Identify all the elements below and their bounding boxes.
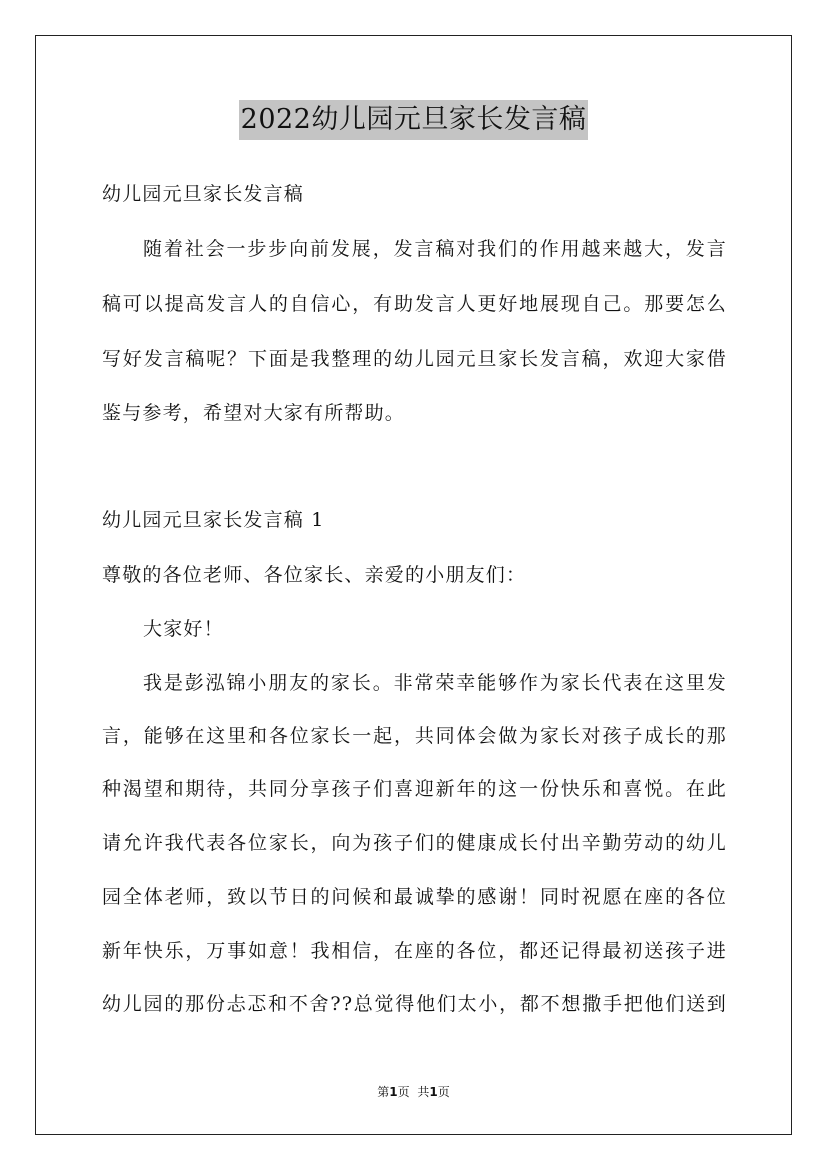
paragraph-line: 我是彭泓锦小朋友的家长。非常荣幸能够作为家长代表在这里发 [143,672,727,694]
greeting: 大家好！ [143,618,224,640]
total-pages: 1 [429,1085,438,1099]
paragraph-line: 鉴与参考，希望对大家有所帮助。 [102,402,406,424]
paragraph-line: 请允许我代表各位家长，向为孩子们的健康成长付出辛勤劳动的幼儿 [102,832,727,854]
paragraph-line: 言，能够在这里和各位家长一起，共同体会做为家长对孩子成长的那 [102,725,727,747]
paragraph-line: 写好发言稿呢？下面是我整理的幼儿园元旦家长发言稿，欢迎大家借 [102,348,727,370]
paragraph-line: 幼儿园的那份忐忑和不舍??总觉得他们太小，都不想撒手把他们送到 [102,993,727,1015]
total-prefix: 共 [417,1085,430,1099]
paragraph-line: 新年快乐，万事如意！我相信，在座的各位，都还记得最初送孩子进 [102,940,727,962]
page-suffix: 页 [397,1085,410,1099]
section-heading: 幼儿园元旦家长发言稿 [102,183,305,205]
paragraph-line: 种渴望和期待，共同分享孩子们喜迎新年的这一份快乐和喜悦。在此 [102,778,727,800]
page-footer [0,1083,827,1101]
salutation: 尊敬的各位老师、各位家长、亲爱的小朋友们： [102,564,527,586]
document-title-wrapper [0,100,827,140]
page-prefix: 第 [377,1085,390,1099]
paragraph-line: 稿可以提高发言人的自信心，有助发言人更好地展现自己。那要怎么 [102,293,727,315]
paragraph-line: 园全体老师，致以节日的问候和最诚挚的感谢！同时祝愿在座的各位 [102,886,727,908]
page-number: 1 [389,1085,398,1099]
document-title: 2022幼儿园元旦家长发言稿 [239,100,589,140]
paragraph-line: 随着社会一步步向前发展，发言稿对我们的作用越来越大，发言 [143,238,727,260]
section-heading: 幼儿园元旦家长发言稿 1 [102,509,325,531]
total-suffix: 页 [437,1085,450,1099]
